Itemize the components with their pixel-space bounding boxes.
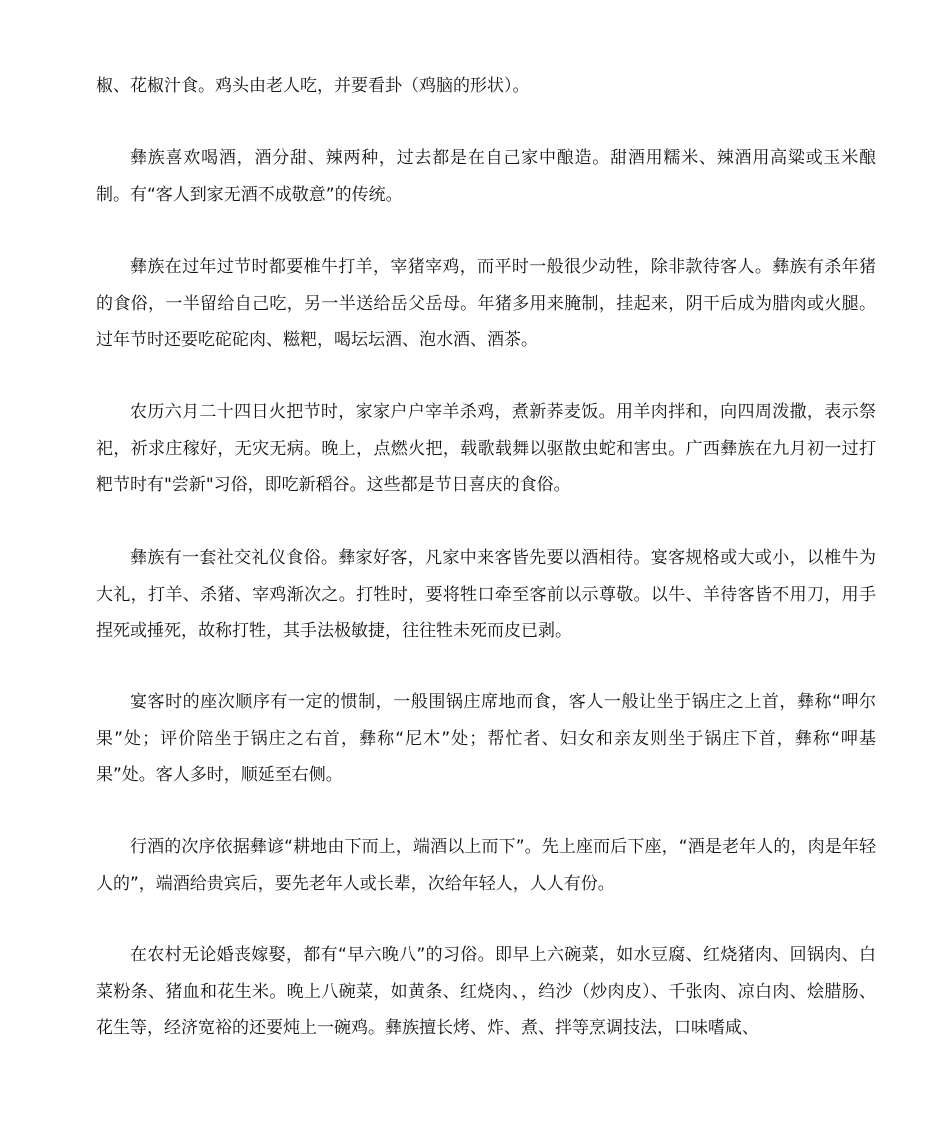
- paragraph-wedding-funeral-meals: 在农村无论婚丧嫁娶，都有“早六晚八”的习俗。即早上六碗菜，如水豆腐、红烧猪肉、回锅肉、白菜粉条、猪血和花生米。晚上八碗菜，如黄条、红烧肉、，绉沙（炒肉皮）、千张肉、凉白肉、烩腊肠、花生等，经济宽裕的还要炖上一碗鸡。彝族擅长烤、炸、煮、拌等烹调技法，口味嗜咸、: [96, 945, 876, 1038]
- paragraph-torch-festival: 农历六月二十四日火把节时，家家户户宰羊杀鸡，煮新荞麦饭。用羊肉拌和，向四周泼撒，表示祭祀，祈求庄稼好，无灾无病。晚上，点燃火把，载歌载舞以驱散虫蛇和害虫。广西彝族在九月初一过打粑节时有"尝新"习俗，即吃新稻谷。这些都是节日喜庆的食俗。: [96, 402, 876, 495]
- paragraph-seating-order: 宴客时的座次顺序有一定的惯制，一般围锅庄席地而食，客人一般让坐于锅庄之上首，彝称“呷尔果”处；评价陪坐于锅庄之右首，彝称“尼木”处；帮忙者、妇女和亲友则坐于锅庄下首，彝称“呷基果”处。客人多时，顺延至右侧。: [96, 692, 876, 785]
- paragraph-social-etiquette: 彝族有一套社交礼仪食俗。彝家好客，凡家中来客皆先要以酒相待。宴客规格或大或小，以椎牛为大礼，打羊、杀猪、宰鸡渐次之。打牲时，要将牲口牵至客前以示尊敬。以牛、羊待客皆不用刀，用手捏死或捶死，故称打牲，其手法极敏捷，往往牲未死而皮已剥。: [96, 548, 876, 641]
- paragraph-continuation: 椒、花椒汁食。鸡头由老人吃，并要看卦（鸡脑的形状）。: [96, 76, 530, 96]
- paragraph-liquor: 彝族喜欢喝酒，酒分甜、辣两种，过去都是在自己家中酿造。甜酒用糯米、辣酒用高粱或玉米酿制。有“客人到家无酒不成敬意”的传统。: [96, 148, 876, 205]
- paragraph-new-year-pig: 彝族在过年过节时都要椎牛打羊，宰猪宰鸡，而平时一般很少动牲，除非款待客人。彝族有杀年猪的食俗，一半留给自己吃，另一半送给岳父岳母。年猪多用来腌制，挂起来，阴干后成为腊肉或火腿。过年节时还要吃砣砣肉、糍粑，喝坛坛酒、泡水酒、酒茶。: [96, 257, 876, 350]
- paragraph-toasting-order: 行酒的次序依据彝谚“耕地由下而上，端酒以上而下”。先上座而后下座，“酒是老年人的，肉是年轻人的”，端酒给贵宾后，要先老年人或长辈，次给年轻人，人人有份。: [96, 837, 876, 894]
